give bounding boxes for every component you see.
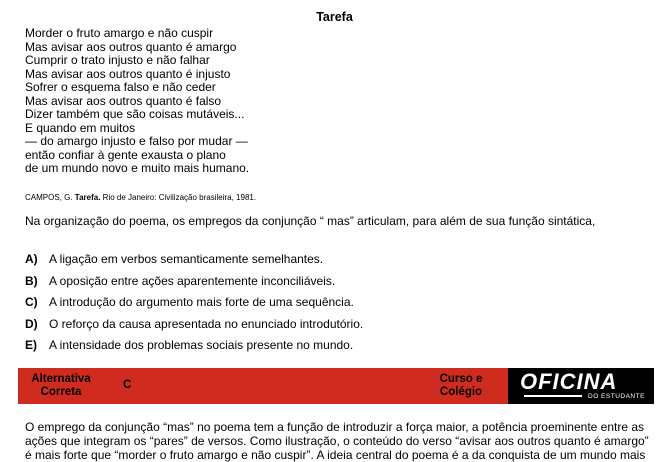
answer-explanation: [25, 420, 653, 462]
poem-line: — do amargo injusto e falso por mudar —: [25, 134, 248, 148]
option-text: A oposição entre ações aparentemente inconciliáveis.: [49, 273, 336, 288]
logo-underline: [524, 395, 582, 397]
option-letter: A): [25, 252, 38, 266]
page-title: Tarefa: [316, 10, 353, 24]
question-text: Na organização do poema, os empregos da conjunção “ mas” articulam, para além de sua função sintática,: [25, 214, 596, 228]
course-label-line2: Colégio: [439, 386, 483, 398]
explanation-line: é mais forte que “morder o fruto amargo e não cuspir”. A ideia central do poema é a da conquista de um mundo mais: [25, 448, 646, 462]
option-letter: C): [25, 295, 38, 309]
correct-answer-value: C: [123, 379, 132, 391]
logo-name: OFICINA: [520, 369, 618, 394]
poem-line: Mas avisar aos outros quanto é injusto: [25, 66, 231, 81]
poem-line: Sofrer o esquema falso e não ceder: [25, 80, 216, 94]
option-letter: B): [25, 273, 38, 288]
option-letter: E): [25, 338, 37, 352]
source-work: Tarefa.: [74, 193, 101, 202]
poem-line: Morder o fruto amargo e não cuspir: [25, 26, 214, 40]
poem: [25, 27, 249, 176]
source-author: CAMPOS, G.: [25, 193, 75, 202]
option-letter: D): [25, 316, 38, 331]
correct-answer-label-line1: Alternativa: [31, 373, 91, 385]
poem-line: Dizer também que são coisas mutáveis...: [25, 107, 245, 121]
oficina-logo: [508, 368, 654, 404]
course-label-line1: Curso e: [439, 373, 483, 385]
logo-subtitle: DO ESTUDANTE: [588, 393, 645, 400]
option-text: A introdução do argumento mais forte de uma sequência.: [49, 295, 354, 309]
option-text: A ligação em verbos semanticamente semelhantes.: [49, 252, 324, 266]
course-label: [428, 373, 494, 399]
poem-line: então confiar à gente exausta o plano: [25, 147, 226, 162]
answer-bar: [18, 368, 654, 404]
poem-line: Mas avisar aos outros quanto é amargo: [25, 39, 237, 54]
poem-line: Mas avisar aos outros quanto é falso: [25, 93, 222, 108]
poem-line: E quando em muitos: [25, 120, 136, 135]
correct-answer-label: [28, 373, 94, 399]
option-text: O reforço da causa apresentada no enunciado introdutório.: [49, 316, 364, 331]
source-publisher: Rio de Janeiro: Civilização brasileira, 1981.: [100, 193, 257, 202]
option-text: A intensidade dos problemas sociais presente no mundo.: [49, 338, 354, 352]
source-citation: [25, 193, 256, 202]
poem-line: Cumprir o trato injusto e não falhar: [25, 53, 210, 67]
explanation-line: O emprego da conjunção “mas” no poema tem a função de introduzir a força maior, a potência proeminente entre as: [25, 420, 645, 434]
poem-line: de um mundo novo e muito mais humano.: [25, 161, 250, 175]
correct-answer-label-line2: Correta: [40, 386, 82, 398]
explanation-line: ações que integram os “pares” de versos. Como ilustração, o conteúdo do verso “avisar aos outros quanto é amargo”: [25, 434, 649, 448]
